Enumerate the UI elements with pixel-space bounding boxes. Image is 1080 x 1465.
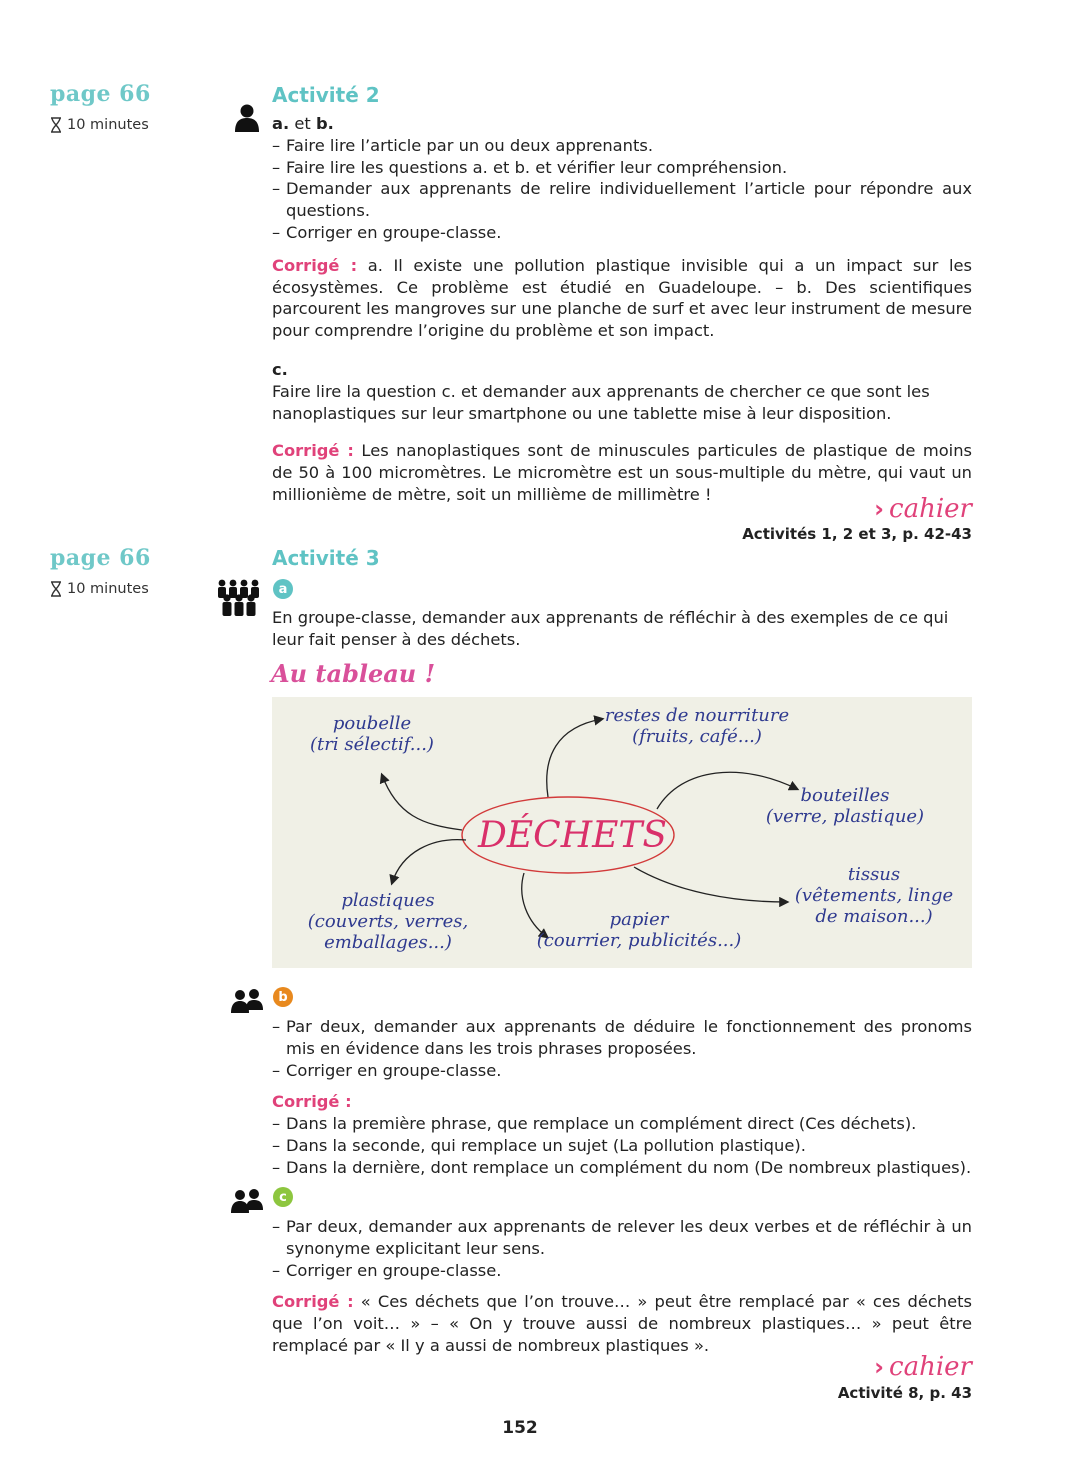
chevron-right-icon: › [874, 495, 884, 523]
corrige-item: – Dans la dernière, dont remplace un complément du nom (De nombreux plastiques). [272, 1157, 972, 1179]
mindmap-center: DÉCHETS [478, 815, 668, 856]
board-label: Au tableau ! [271, 659, 436, 688]
step-item: – Par deux, demander aux apprenants de déduire le fonctionnement des pronoms mis en évidence dans les trois phrases proposées. [272, 1016, 972, 1060]
mindmap-node-poubelle: poubelle (tri sélectif...) [310, 713, 434, 755]
mindmap-node-restes: restes de nourriture (fruits, café...) [604, 705, 790, 747]
pair-work-icon [231, 1188, 263, 1214]
activity2-body [272, 113, 972, 506]
step-item: – Corriger en groupe-classe. [272, 222, 972, 244]
badge-c: c [273, 1187, 293, 1207]
hourglass-icon [50, 581, 62, 597]
sub-heading-c: c. [272, 359, 288, 379]
c-instruction: Faire lire la question c. et demander aux apprenants de chercher ce que sont les nanoplastiques sur leur smartphone ou une tablette mise à leur disposition. [272, 381, 930, 423]
c-body [272, 1216, 972, 1357]
step-item: – Corriger en groupe-classe. [272, 1060, 972, 1082]
pair-work-icon [231, 988, 263, 1014]
hourglass-icon [50, 117, 62, 133]
step-item: – Corriger en groupe-classe. [272, 1260, 972, 1282]
duration [50, 581, 149, 597]
chevron-right-icon: › [874, 1353, 884, 1381]
badge-a: a [273, 579, 293, 599]
corrige-item: – Dans la première phrase, que remplace un complément direct (Ces déchets). [272, 1113, 972, 1135]
badge-b: b [273, 987, 293, 1007]
mindmap-node-tissus: tissus (vêtements, linge de maison...) [794, 864, 954, 927]
step-item: – Faire lire l’article par un ou deux apprenants. [272, 135, 972, 157]
cahier-link[interactable] [872, 1352, 972, 1382]
connector-tissus [634, 867, 787, 902]
step-item: – Faire lire les questions a. et b. et vérifier leur compréhension. [272, 157, 972, 179]
step-item: – Par deux, demander aux apprenants de relever les deux verbes et de réfléchir à un synonyme explicitant leur sens. [272, 1216, 972, 1260]
corrige-item: – Dans la seconde, qui remplace un sujet (La pollution plastique). [272, 1135, 972, 1157]
corrige-ab: Corrigé : a. Il existe une pollution plastique invisible qui a un impact sur les écosystèmes. Ce problème est étudié en Guadeloupe. – b. Des scientifiques parcourent les mangroves sur une planche de surf et avec leur instrument de mesure pour comprendre l’origine du problème et son impact. [272, 255, 972, 341]
cahier-label: cahier [889, 1352, 972, 1382]
activity-title: Activité 2 [272, 83, 380, 107]
page-reference: page 66 [50, 81, 151, 107]
cahier-reference: Activité 8, p. 43 [837, 1384, 972, 1402]
duration-text: 10 minutes [67, 581, 149, 597]
mindmap-node-bouteilles: bouteilles (verre, plastique) [765, 785, 925, 827]
individual-work-icon [234, 104, 260, 132]
connector-poubelle [382, 775, 462, 830]
activity-title: Activité 3 [272, 546, 380, 570]
cahier-link[interactable] [872, 494, 972, 524]
mindmap-node-plastiques: plastiques (couverts, verres, emballages...) [307, 890, 469, 953]
connector-plastiques [392, 840, 466, 883]
mindmap-node-papier: papier (courrier, publicités...) [536, 909, 742, 951]
corrige-label: Corrigé : [272, 1092, 352, 1112]
page-number: 152 [502, 1418, 538, 1438]
cahier-label: cahier [889, 494, 972, 524]
corrige-c: Corrigé : « Ces déchets que l’on trouve… » peut être remplacé par « ces déchets que l’on voit… » – « On y trouve aussi de nombreux plastiques… » peut être remplacé par « Il y a aussi de nombreux plastiques ». [272, 1292, 973, 1355]
sub-heading-ab: a. et b. [272, 114, 334, 133]
corrige-c: Corrigé : Les nanoplastiques sont de minuscules particules de plastique de moins de 50 à 100 micromètres. Le micromètre est un sous-multiple du mètre, qui vaut un millionième de mètre, soit un millième de millimètre ! [272, 441, 972, 504]
step-item: – Demander aux apprenants de relire individuellement l’article pour répondre aux questions. [272, 178, 972, 222]
duration-text: 10 minutes [67, 117, 149, 133]
a-instruction: En groupe-classe, demander aux apprenants de réfléchir à des exemples de ce qui leur fait penser à des déchets. [272, 608, 949, 649]
cahier-reference: Activités 1, 2 et 3, p. 42-43 [742, 525, 972, 543]
page-reference: page 66 [50, 545, 151, 571]
mindmap-board [272, 697, 972, 968]
whole-class-icon [216, 578, 262, 618]
b-body [272, 1016, 972, 1179]
duration [50, 117, 149, 133]
